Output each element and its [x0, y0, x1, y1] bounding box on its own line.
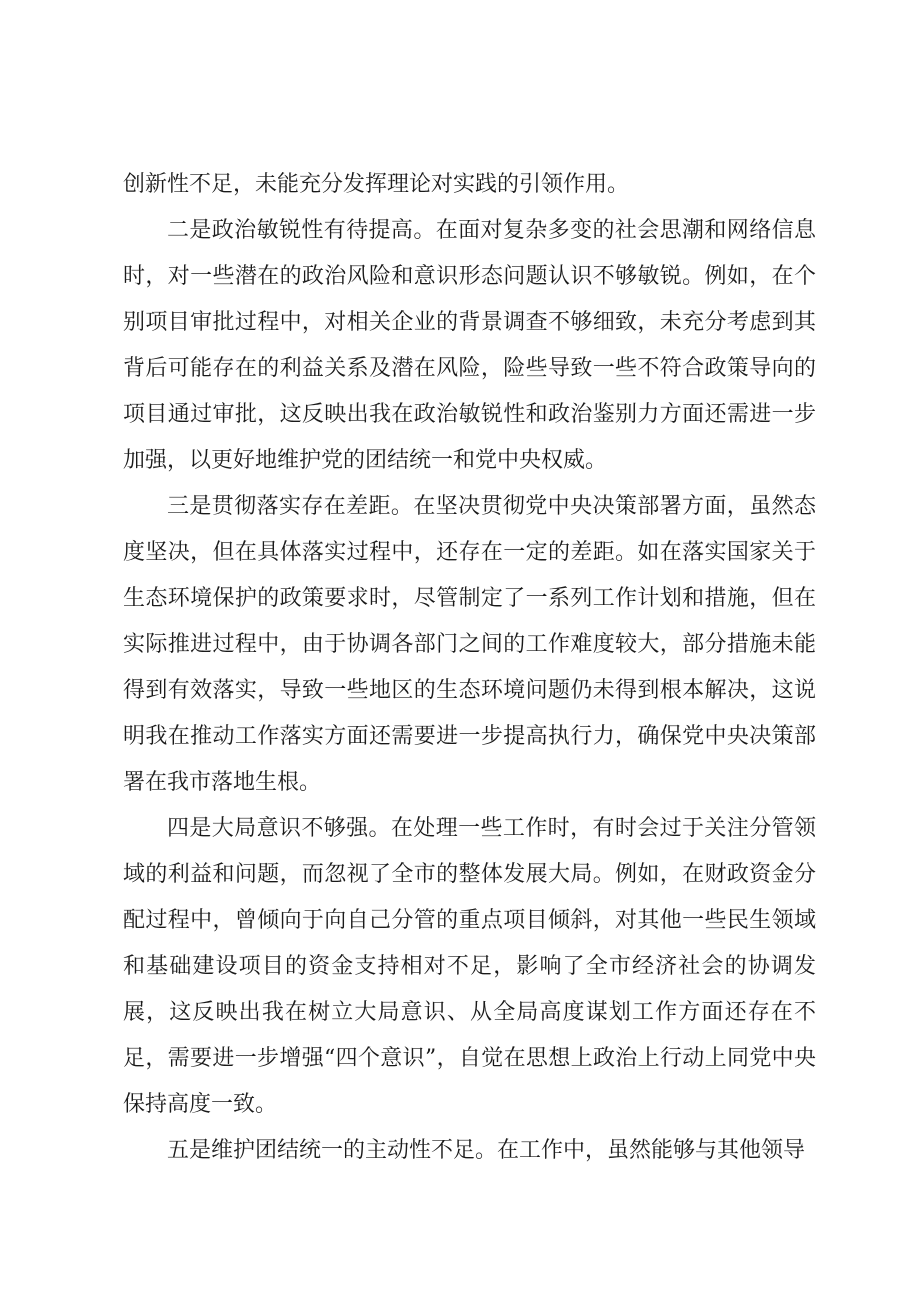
paragraph-1: 创新性不足，未能充分发挥理论对实践的引领作用。 — [123, 172, 630, 197]
paragraph-3: 三是贯彻落实存在差距。在坚决贯彻党中央决策部署方面，虽然态度坚决，但在具体落实过程中，还存在一定的差距。如在落实国家关于生态环境保护的政策要求时，尽管制定了一系列工作计划和措施，但在实际推进过程中，由于协调各部门之间的工作难度较大，部分措施未能得到有效落实，导致一些地区的生态环境问题仍未得到根本解决，这说明我在推动工作落实方面还需要进一步提高执行力，确保党中央决策部署在我市落地生根。 — [123, 494, 816, 795]
paragraph-2: 二是政治敏锐性有待提高。在面对复杂多变的社会思潮和网络信息时，对一些潜在的政治风险和意识形态问题认识不够敏锐。例如，在个别项目审批过程中，对相关企业的背景调查不够细致，未充分考虑到其背后可能存在的利益关系及潜在风险，险些导致一些不符合政策导向的项目通过审批，这反映出我在政治敏锐性和政治鉴别力方面还需进一步加强，以更好地维护党的团结统一和党中央权威。 — [123, 218, 816, 473]
paragraph-4: 四是大局意识不够强。在处理一些工作时，有时会过于关注分管领域的利益和问题，而忽视了全市的整体发展大局。例如，在财政资金分配过程中，曾倾向于向自己分管的重点项目倾斜，对其他一些民生领域和基础建设项目的资金支持相对不足，影响了全市经济社会的协调发展，这反映出我在树立大局意识、从全局高度谋划工作方面还存在不足，需要进一步增强“四个意识”，自觉在思想上政治上行动上同党中央保持高度一致。 — [123, 816, 816, 1117]
document-body — [123, 162, 816, 1174]
paragraph-5: 五是维护团结统一的主动性不足。在工作中，虽然能够与其他领导 — [167, 1138, 806, 1163]
